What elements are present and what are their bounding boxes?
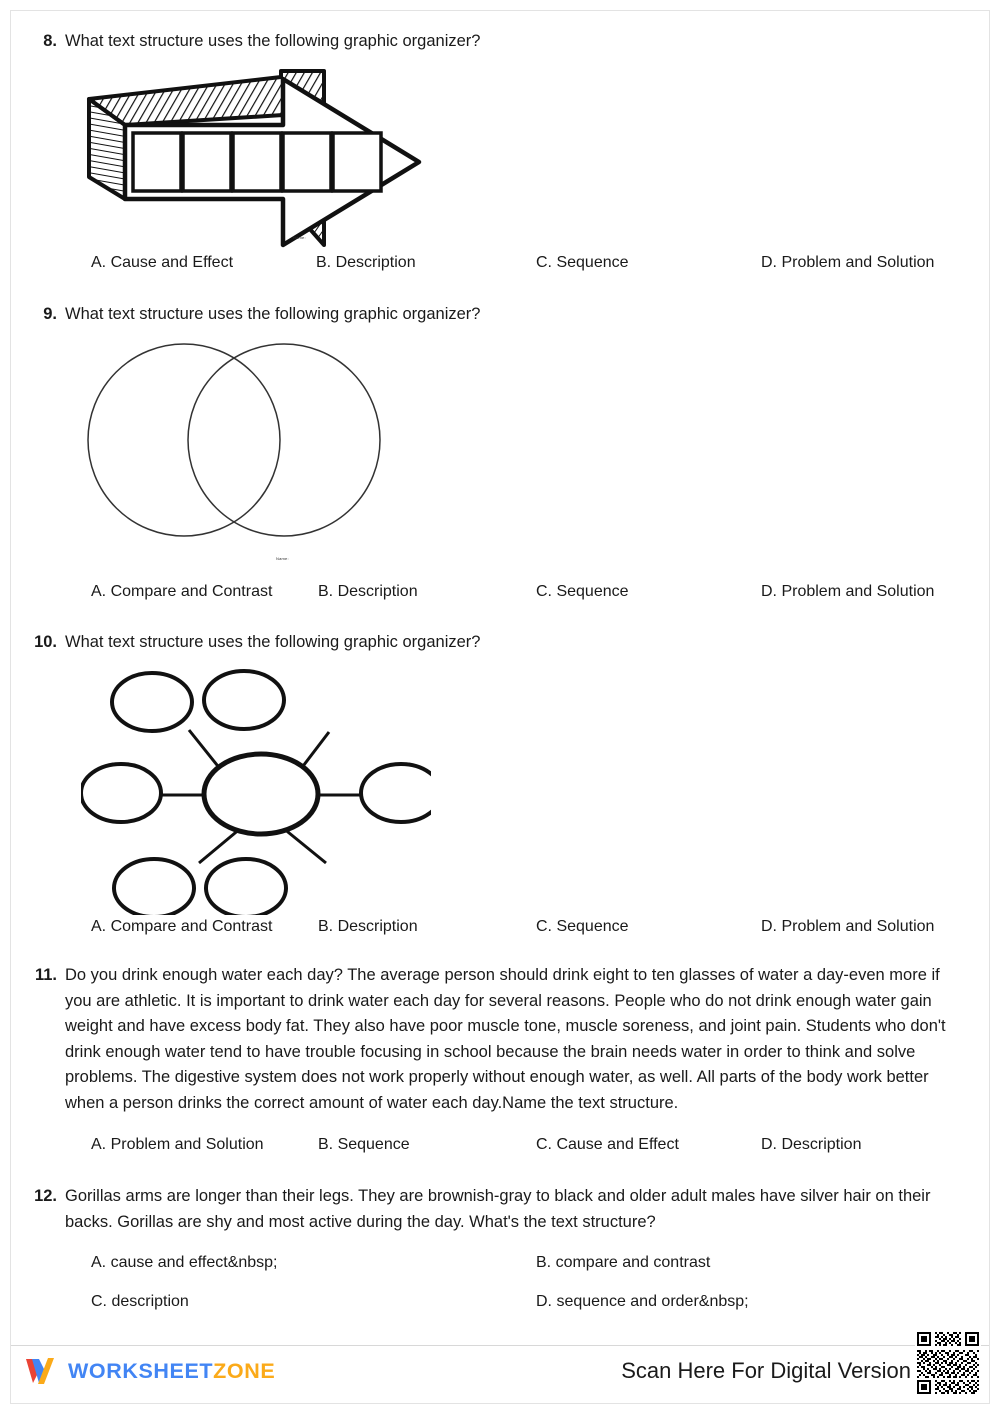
- question-number: 12.: [34, 1187, 57, 1205]
- qr-code[interactable]: [915, 1330, 981, 1396]
- answer-row: [73, 1251, 969, 1290]
- answer-option-b[interactable]: B. compare and contrast: [536, 1254, 711, 1271]
- logo-text: [68, 1359, 275, 1384]
- answer-option-d[interactable]: D. Problem and Solution: [761, 254, 935, 271]
- logo-text-worksheet: WORKSHEET: [68, 1358, 214, 1383]
- question-passage: Gorillas arms are longer than their legs. They are brownish-gray to black and older adult males have silver hair on their backs. Gorillas are shy and most active during the day. What's the text structure?: [65, 1187, 931, 1231]
- web-diagram-svg: [81, 660, 431, 915]
- answers-question-8: [73, 251, 969, 275]
- question-12: [31, 1184, 969, 1235]
- answers-question-10: [73, 915, 969, 939]
- answer-option-c[interactable]: C. Cause and Effect: [536, 1136, 679, 1153]
- question-number: 8.: [43, 32, 57, 50]
- question-11: [31, 963, 969, 1116]
- worksheet-content: [11, 11, 989, 1329]
- question-10: [31, 630, 969, 654]
- question-passage: Do you drink enough water each day? The average person should drink eight to ten glasses of water a day-even more if you are athletic. It is important to drink water each day for several reasons. People who do not drink enough water gain weight and have excess body fat. They also have poor muscle tone, muscle soreness, and joint pain. Students who don't drink enough water tend to have trouble focusing in school because the brain needs water in order to think and solve problems. The digestive system does not work properly without enough water, as well. All parts of the body work better when a person drinks the correct amount of water each day.Name the text structure.: [65, 966, 946, 1112]
- answer-option-d[interactable]: D. Description: [761, 1136, 862, 1153]
- answer-option-c[interactable]: C. description: [91, 1293, 189, 1310]
- answer-option-b[interactable]: B. Description: [318, 918, 418, 935]
- scan-instruction-text: Scan Here For Digital Version: [621, 1358, 911, 1383]
- question-9: [31, 302, 969, 326]
- answer-option-b[interactable]: B. Sequence: [318, 1136, 410, 1153]
- answer-option-a[interactable]: A. Problem and Solution: [91, 1136, 264, 1153]
- answers-question-9: [73, 580, 969, 604]
- answer-option-c[interactable]: C. Sequence: [536, 918, 629, 935]
- answer-row: [73, 1290, 969, 1329]
- question-number: 10.: [34, 633, 57, 651]
- answer-option-a[interactable]: A. Compare and Contrast: [91, 583, 273, 600]
- page-footer: [11, 1345, 989, 1403]
- question-number: 9.: [43, 305, 57, 323]
- question-number: 11.: [34, 966, 57, 984]
- answer-option-a[interactable]: A. Compare and Contrast: [91, 918, 273, 935]
- answer-option-c[interactable]: C. Sequence: [536, 583, 629, 600]
- answer-option-d[interactable]: D. sequence and order&nbsp;: [536, 1293, 749, 1310]
- web-diagram-organizer: [31, 660, 969, 915]
- answer-option-b[interactable]: B. Description: [316, 254, 416, 271]
- question-prompt: What text structure uses the following graphic organizer?: [65, 633, 481, 651]
- qr-code-svg: [915, 1330, 981, 1396]
- logo-mark-icon: [23, 1354, 59, 1388]
- answer-option-c[interactable]: C. Sequence: [536, 254, 629, 271]
- question-8: [31, 29, 969, 53]
- sequence-arrow-svg: [69, 59, 469, 249]
- answers-question-12: [73, 1251, 969, 1329]
- question-prompt: What text structure uses the following graphic organizer?: [65, 32, 481, 50]
- organizer-name-label: Name:: [276, 556, 289, 561]
- sequence-arrow-organizer: [31, 59, 969, 249]
- worksheet-page: [10, 10, 990, 1404]
- answer-option-a[interactable]: A. Cause and Effect: [91, 254, 234, 271]
- worksheet-zone-logo[interactable]: [23, 1354, 275, 1388]
- venn-diagram-svg: [69, 330, 409, 578]
- question-prompt: What text structure uses the following graphic organizer?: [65, 305, 481, 323]
- answer-option-d[interactable]: D. Problem and Solution: [761, 918, 935, 935]
- answer-option-d[interactable]: D. Problem and Solution: [761, 583, 935, 600]
- logo-text-zone: ZONE: [213, 1358, 276, 1383]
- venn-diagram-organizer: [31, 330, 969, 578]
- answer-option-b[interactable]: B. Description: [318, 583, 418, 600]
- answer-option-a[interactable]: A. cause and effect&nbsp;: [91, 1254, 278, 1271]
- answers-question-11: [73, 1133, 969, 1157]
- organizer-name-label: Name:: [293, 235, 306, 240]
